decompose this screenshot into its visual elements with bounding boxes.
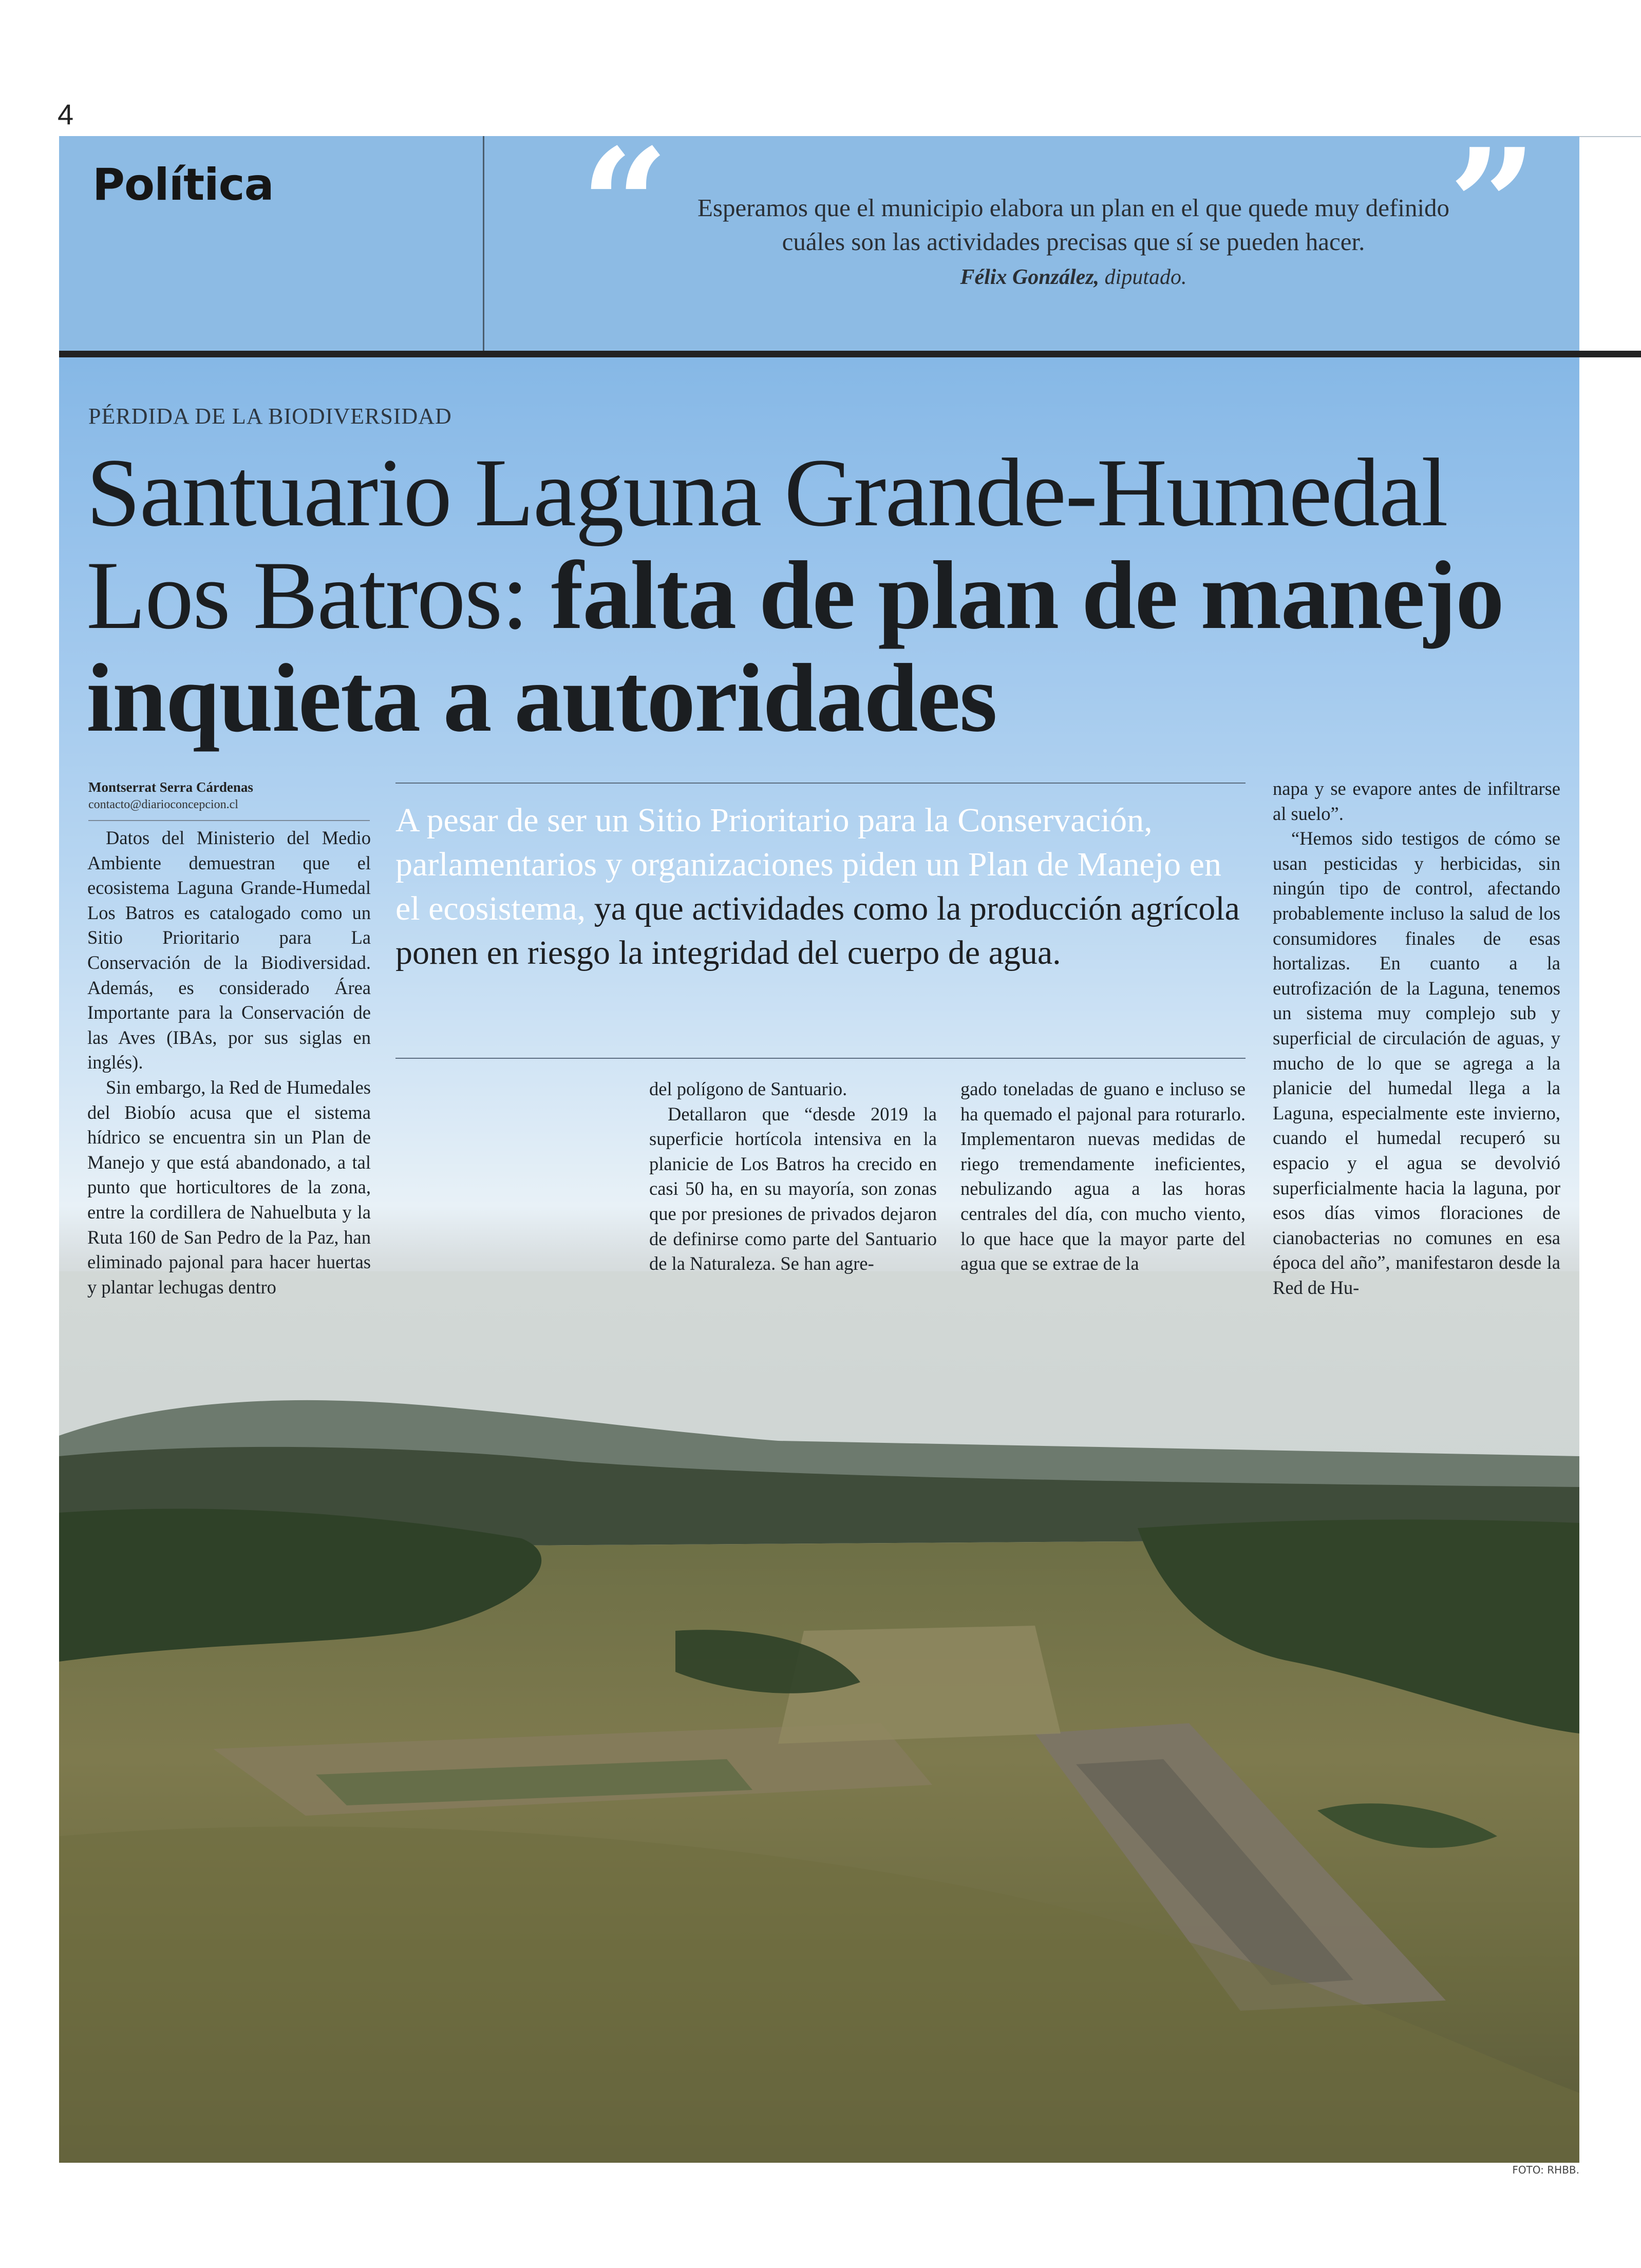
body-paragraph: Datos del Ministerio del Medio Ambiente demuestran que el ecosistema Laguna Grande-Humedal Los Batros es catalogado como un Sitio Prioritario para La Conservación de la Biodiversidad. Además, es considerado Área Importante para la Conservación de las Aves (IBAs, por sus siglas en inglés). (87, 827, 371, 1073)
article-lead (395, 798, 1243, 975)
body-paragraph: del polígono de Santuario. (649, 1078, 847, 1099)
section-label: Política (92, 159, 274, 211)
quote-role: diputado. (1099, 265, 1187, 289)
body-paragraph: Detallaron que “desde 2019 la superficie hortícola intensiva en la planicie de Los Batros ha crecido en casi 50 ha, en su mayoría, son zonas que por presiones de privados dejaron de definirse como parte del Santuario de la Naturaleza. Se han agre- (649, 1103, 937, 1274)
body-column-1 (87, 826, 371, 1300)
body-column-4 (960, 1077, 1246, 1276)
header-divider (483, 136, 484, 353)
body-paragraph: Sin embargo, la Red de Humedales del Biobío acusa que el sistema hídrico se encuentra sin un Plan de Manejo y que está abandonado, a tal punto que horticultores de la zona, entre la cordillera de Nahuelbuta y la Ruta 160 de San Pedro de la Paz, han eliminado pajonal para hacer huertas y plantar lechugas dentro (87, 1076, 371, 1298)
byline-author: Montserrat Serra Cárdenas (88, 779, 253, 795)
lead-rest: ya que actividades como la producción agrícola ponen en riesgo la integridad del cuerpo de agua. (395, 890, 1240, 971)
body-column-3 (649, 1077, 937, 1276)
body-column-5 (1273, 776, 1560, 1300)
quote-close-mark: ” (1448, 115, 1537, 296)
pull-quote: Esperamos que el municipio elabora un plan en el que quede muy definido cuáles son las actividades precisas que sí se pueden hacer. (697, 194, 1450, 256)
body-paragraph: gado toneladas de guano e incluso se ha quemado el pajonal para roturarlo. Implementaron nuevas medidas de riego tremendamente ineficientes, nebulizando agua a las horas centrales del día, con mucho viento, lo que hace que la mayor parte del agua que se extrae de la (960, 1078, 1246, 1274)
body-paragraph: “Hemos sido testigos de cómo se usan pesticidas y herbicidas, sin ningún tipo de control, afectando probablemente incluso la salud de los consumidores finales de esas hortalizas. En cuanto a la eutrofización de la Laguna, tenemos un sistema muy complejo sub y superficial de circulación de aguas, y mucho de lo que se agrega a la planicie del humedal llega a la Laguna, especialmente este invierno, cuando el humedal recuperó su espacio y el agua se devolvió superficialmente hacia la laguna, por esos días vimos floraciones de cianobacterias no comunes en esa época del año”, manifestaron desde la Red de Hu- (1273, 828, 1560, 1298)
byline-rule (88, 820, 370, 821)
pull-quote-attribution (688, 265, 1459, 290)
page-number: 4 (58, 98, 74, 130)
article-headline (86, 439, 1565, 752)
quote-open-mark: “ (580, 115, 669, 296)
header-bottom-rule (59, 351, 1641, 357)
article-kicker: PÉRDIDA DE LA BIODIVERSIDAD (88, 404, 452, 429)
byline-email: contacto@diarioconcepcion.cl (88, 798, 238, 811)
body-paragraph: napa y se evapore antes de infiltrarse al suelo”. (1273, 778, 1560, 824)
quote-author: Félix González, (960, 265, 1100, 289)
headline-light: Santuario Laguna Grande-Humedal Los Batros: (86, 439, 1447, 650)
lead-rule-top (395, 783, 1246, 784)
headline-bold: falta de plan de manejo inquieta a autoridades (86, 542, 1503, 752)
photo-credit: FOTO: RHBB. (1512, 2164, 1579, 2176)
lead-rule-bottom (395, 1058, 1246, 1059)
aerial-wetland-photo (59, 1271, 1579, 2163)
lead-highlight: A pesar de ser un Sitio Prioritario para la Conservación, parlamentarios y organizaciones piden un Plan de Manejo en el ecosistema, (395, 802, 1221, 927)
